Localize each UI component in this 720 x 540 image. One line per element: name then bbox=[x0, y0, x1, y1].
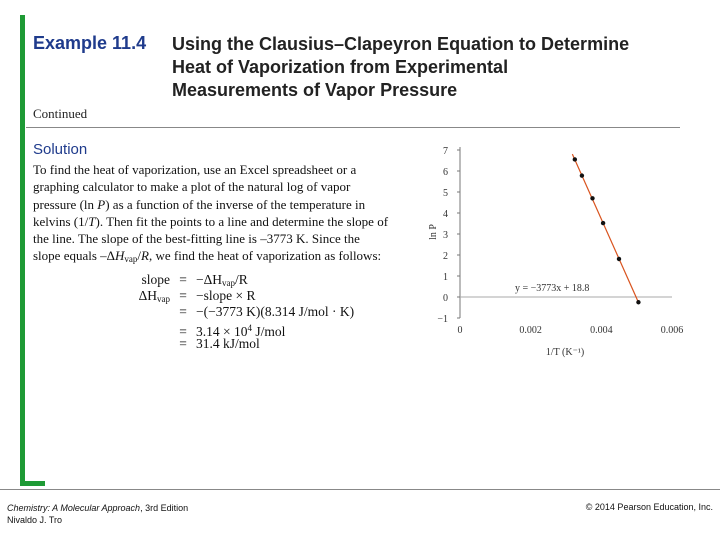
y-axis-label: ln P bbox=[428, 224, 439, 240]
equation-row: slope = $-\Delta H_{vap}/R$ bbox=[141, 272, 248, 288]
title-line: Heat of Vaporization from Experimental bbox=[172, 57, 509, 77]
y-tick-label: 6 bbox=[443, 167, 448, 178]
x-tick-label: 0.004 bbox=[590, 325, 613, 336]
footer-copyright: © 2014 Pearson Education, Inc. bbox=[585, 502, 713, 512]
y-tick-label: 0 bbox=[443, 293, 448, 304]
fit-equation-label: y = −3773x + 18.8 bbox=[515, 283, 590, 294]
x-tick-label: 0.006 bbox=[660, 325, 684, 336]
y-tick-label: 3 bbox=[443, 230, 448, 241]
solution-heading: Solution bbox=[33, 141, 88, 158]
y-tick-label: 1 bbox=[443, 272, 448, 283]
continued-label: Continued bbox=[33, 106, 88, 121]
text-line: the line. The slope of the best-fitting line is –3773 K. Since the bbox=[33, 231, 360, 247]
equation-row: = −(−3773 K)(8.314 J/mol · K) bbox=[179, 304, 355, 319]
text-line: slope equals $-\Delta H_{vap}/R$, we find the heat of vaporization as follows: bbox=[33, 248, 382, 265]
data-point bbox=[580, 173, 584, 177]
divider-bottom bbox=[0, 489, 720, 490]
x-axis-label: 1/T (K⁻¹) bbox=[545, 347, 585, 358]
y-tick-label: 5 bbox=[443, 188, 448, 199]
y-tick-label: 2 bbox=[443, 251, 448, 262]
title-line: Measurements of Vapor Pressure bbox=[172, 80, 458, 100]
data-point bbox=[617, 257, 621, 261]
text-line: To find the heat of vaporization, use an Excel spreadsheet or a bbox=[33, 162, 357, 177]
data-point bbox=[601, 221, 605, 225]
data-point bbox=[590, 196, 594, 200]
title-line: Using the Clausius–Clapeyron Equation to Determine bbox=[172, 34, 630, 54]
text-line: kelvins (1/T). Then fit the points to a line and determine the slope of bbox=[33, 213, 389, 229]
equation-row: $\Delta H_{vap}$ = −slope × R bbox=[138, 288, 256, 304]
data-point bbox=[636, 300, 640, 304]
text-line: pressure (ln P) as a function of the inverse of the temperature in bbox=[33, 196, 366, 212]
x-tick-label: 0.002 bbox=[519, 325, 542, 336]
y-tick-label: 4 bbox=[443, 209, 448, 220]
y-tick-label: 7 bbox=[443, 146, 448, 157]
data-point bbox=[573, 157, 577, 161]
y-tick-label: −1 bbox=[437, 314, 448, 325]
footer-citation: Chemistry: A Molecular Approach, 3rd Edition Nivaldo J. Tro bbox=[7, 503, 189, 525]
x-tick-label: 0 bbox=[457, 325, 463, 336]
example-label: Example 11.4 bbox=[33, 33, 147, 53]
equation-row: = 31.4 kJ/mol bbox=[179, 336, 260, 351]
equation-row: = $3.14 \times 10^4$ J/mol bbox=[179, 323, 286, 339]
text-line: graphing calculator to make a plot of the natural log of vapor bbox=[33, 179, 351, 195]
